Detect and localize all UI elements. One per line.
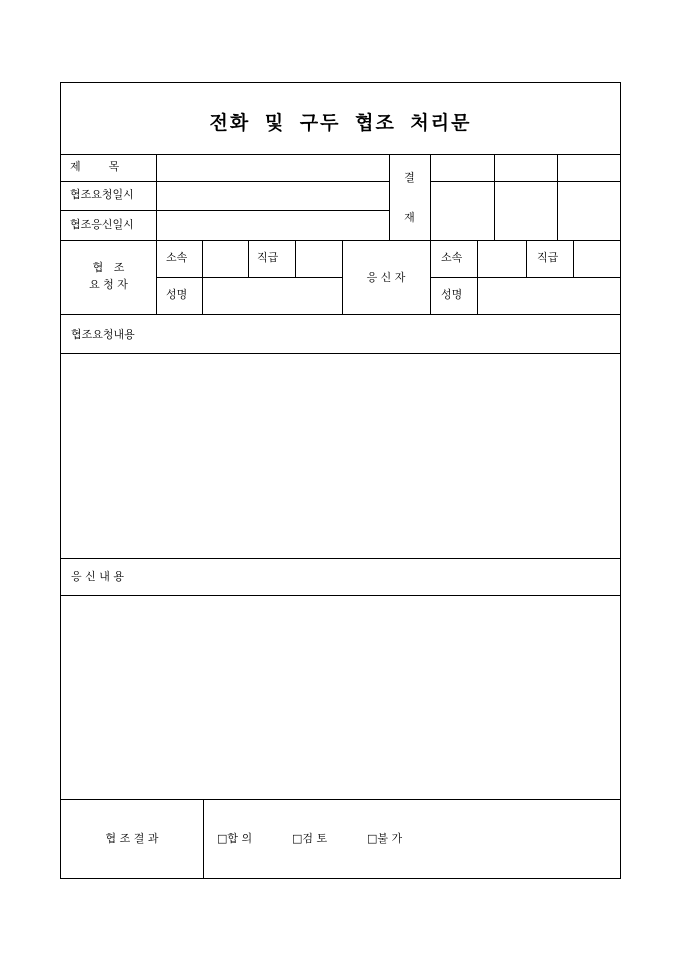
- result-option-agree-checkbox[interactable]: □합 의: [217, 832, 253, 845]
- requester-rank-label: 직급: [257, 251, 279, 264]
- approval-signature-cell[interactable]: [495, 182, 556, 240]
- responder-dept-label: 소속: [441, 251, 463, 264]
- responder-rank-label: 직급: [537, 251, 559, 264]
- rule: [477, 240, 478, 314]
- requester-label-line1: 협 조: [92, 261, 125, 274]
- rule: [61, 210, 389, 211]
- approval-label-top: 결: [404, 171, 415, 184]
- requester-name-label: 성명: [166, 288, 188, 301]
- request-content-field[interactable]: [67, 359, 613, 554]
- request-datetime-label: 협조요청일시: [70, 188, 134, 201]
- response-content-field[interactable]: [67, 601, 613, 795]
- approval-cell[interactable]: [495, 155, 556, 181]
- rule: [61, 353, 620, 354]
- result-option-reject-checkbox[interactable]: □불 가: [367, 832, 403, 845]
- rule: [61, 595, 620, 596]
- rule: [202, 240, 203, 314]
- request-content-label: 협조요청내용: [71, 328, 135, 341]
- approval-signature-cell[interactable]: [431, 182, 493, 240]
- rule: [61, 240, 620, 241]
- rule: [61, 314, 620, 315]
- rule: [156, 240, 157, 314]
- responder-name-label: 성명: [441, 288, 463, 301]
- form-title: 전화 및 구두 협조 처리문: [209, 112, 472, 134]
- subject-label: 제 목: [70, 160, 120, 173]
- rule: [156, 154, 157, 240]
- result-option-review-checkbox[interactable]: □검 토: [292, 832, 328, 845]
- cooperation-form: [60, 82, 621, 879]
- rule: [61, 558, 620, 559]
- response-datetime-label: 협조응신일시: [70, 218, 134, 231]
- rule: [295, 240, 296, 277]
- requester-dept-label: 소속: [166, 251, 188, 264]
- rule: [156, 277, 342, 278]
- rule: [573, 240, 574, 277]
- approval-label-bottom: 재: [404, 211, 415, 224]
- rule: [526, 240, 527, 277]
- responder-label: 응 신 자: [366, 271, 406, 284]
- requester-label-line2: 요 청 자: [89, 278, 128, 291]
- result-label: 협 조 결 과: [105, 832, 159, 845]
- approval-cell[interactable]: [558, 155, 620, 181]
- rule: [430, 240, 431, 314]
- response-content-label: 응 신 내 용: [71, 570, 124, 583]
- approval-cell[interactable]: [431, 155, 493, 181]
- rule: [61, 181, 389, 182]
- approval-signature-cell[interactable]: [558, 182, 620, 240]
- rule: [61, 799, 620, 800]
- rule: [248, 240, 249, 277]
- rule: [389, 154, 390, 240]
- rule: [430, 277, 620, 278]
- rule: [203, 799, 204, 878]
